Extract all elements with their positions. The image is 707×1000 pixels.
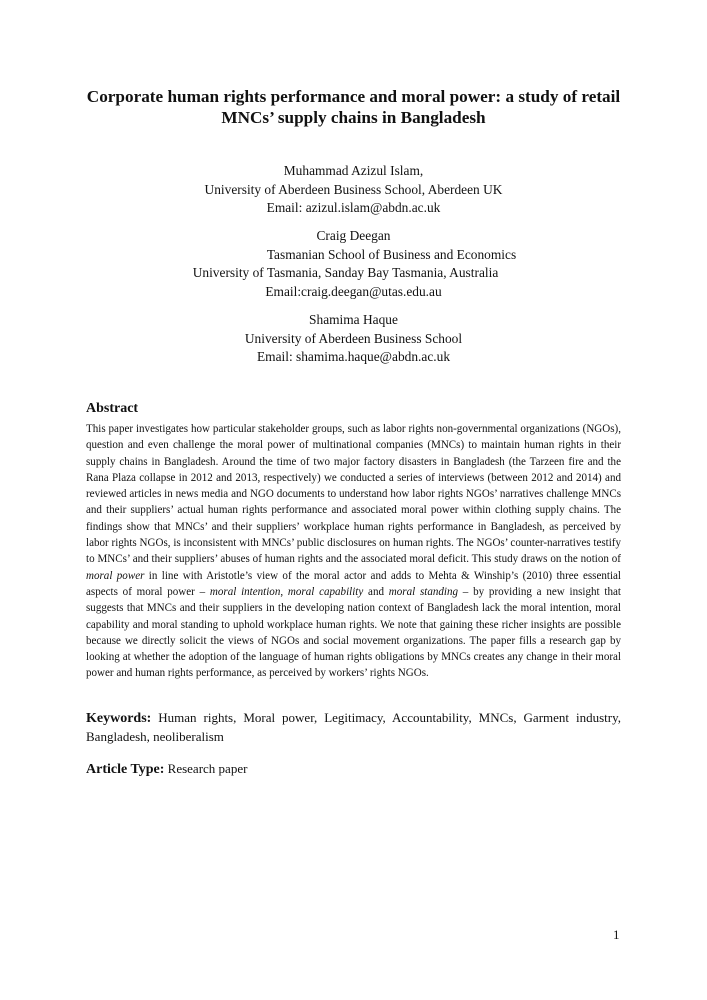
author-affiliation: University of Tasmania, Sanday Bay Tasmania, Australia <box>192 265 499 280</box>
author-affiliation: University of Aberdeen Business School <box>244 330 463 346</box>
author-name: Muhammad Azizul Islam, <box>283 163 424 178</box>
author-email: Email: azizul.islam@abdn.ac.uk <box>266 200 441 215</box>
article-type-value: Research paper <box>167 761 248 776</box>
author-affiliation: Tasmanian School of Business and Economics <box>266 246 517 262</box>
abstract-emphasis: moral standing <box>388 585 459 598</box>
author-email: Email: shamima.haque@abdn.ac.uk <box>256 349 451 364</box>
author-name: Craig Deegan <box>316 228 391 243</box>
keywords-label: Keywords: <box>86 711 152 726</box>
page-number: 1 <box>613 927 620 942</box>
abstract-text: – by providing a new insight that suggests that MNCs and their suppliers in the developing nation context of Bangladesh lack the moral intention, moral capability and moral standing to uphold workplace human rights. We note that gaining these richer insights are possible because we directly solicit the views of NGOs and social movement organizations. The paper fills a research gap by looking at whether the adoption of the language of human rights obligations by MNCs creates any change in their moral power and human rights performance, as perceived by workers’ rights NGOs. <box>86 585 621 680</box>
author-name: Shamima Haque <box>309 312 398 327</box>
paper-title <box>60 86 647 128</box>
title-line-1: Corporate human rights performance and moral power: a study of retail <box>86 87 621 106</box>
keywords-text: Human rights, Moral power, Legitimacy, Accountability, MNCs, Garment industry, Bangladesh, neoliberalism <box>86 710 621 744</box>
article-type-label: Article Type: <box>86 762 165 777</box>
abstract-text: , <box>280 585 284 598</box>
abstract-emphasis: moral intention <box>209 585 281 598</box>
article-type <box>86 760 247 778</box>
author-affiliation: University of Aberdeen Business School, Aberdeen UK <box>204 181 503 197</box>
keywords <box>86 709 621 745</box>
abstract-emphasis: moral capability <box>287 585 364 598</box>
abstract-body <box>86 421 621 682</box>
abstract-heading: Abstract <box>86 401 139 416</box>
abstract-text: and <box>368 585 384 598</box>
abstract-text: This paper investigates how particular stakeholder groups, such as labor rights non-governmental organizations (NGOs), question and even challenge the moral power of multinational companies (MNCs) to maintain human rights in their supply chains in Bangladesh. Around the time of two major factory disasters in Bangladesh (the Tarzeen fire and the Rana Plaza collapse in 2012 and 2013, respectively) we conducted a series of interviews (between 2012 and 2014) and reviewed articles in news media and NGO documents to understand how labor rights NGOs’ narratives challenge MNCs and their suppliers’ actual human rights performance and associated moral power within clothing supply chains. The findings show that MNCs’ and their suppliers’ workplace human rights performance in Bangladesh, as perceived by labor rights NGOs, is inconsistent with MNCs’ public disclosures on human rights. The NGOs’ counter-narratives testify to MNCs’ and their suppliers’ abuses of human rights and the associated moral deficit. This study draws on the notion of <box>86 423 621 566</box>
abstract-text: in line with Aristotle’s view of the moral actor and adds to Mehta & Winship’s (2010) three essential aspects of moral power – <box>86 569 621 598</box>
author-block-haque <box>0 311 707 367</box>
title-line-2: MNCs’ supply chains in Bangladesh <box>221 108 486 127</box>
author-email: Email:craig.deegan@utas.edu.au <box>265 283 442 299</box>
abstract-emphasis: moral power <box>86 569 145 582</box>
author-block-deegan <box>0 227 707 301</box>
author-block-islam <box>0 162 707 218</box>
